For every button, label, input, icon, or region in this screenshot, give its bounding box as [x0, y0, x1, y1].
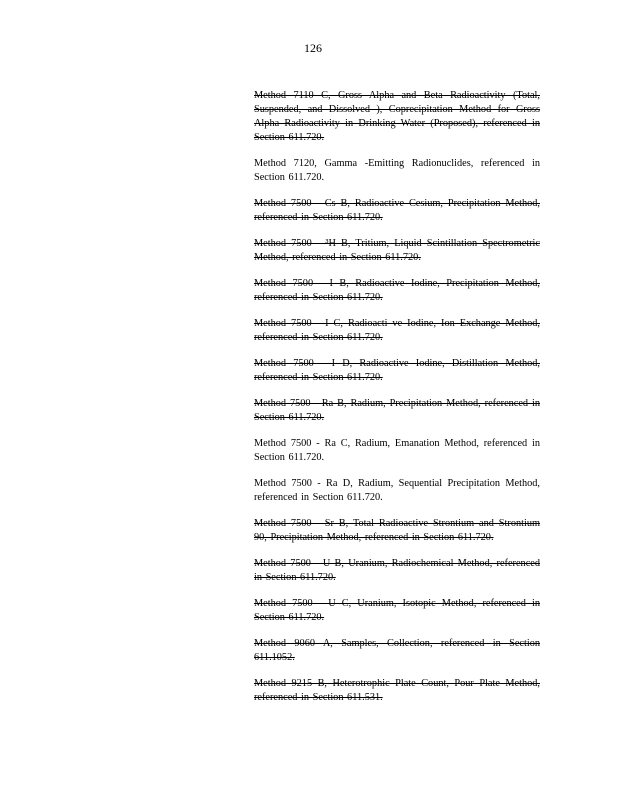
entry-method-7500-3h-b: Method 7500 - ³H B, Tritium, Liquid Scintillation Spectrometric Method, referenced in Section 611.720. — [254, 238, 540, 263]
entry-method-7110-c: Method 7110 C, Gross Alpha and Beta Radioactivity (Total, Suspended, and Dissolved ), Coprecipitation Method for Gross Alpha Radioactivity in Drinking Water (Proposed), referenced in Section 611.720. — [254, 90, 540, 143]
entry-method-7500-cs-b: Method 7500 - Cs B, Radioactive Cesium, Precipitation Method, referenced in Section 611.720. — [254, 198, 540, 223]
entry-method-7500-ra-d: Method 7500 - Ra D, Radium, Sequential Precipitation Method, referenced in Section 611.720. — [254, 478, 540, 503]
entry-method-9215-b: Method 9215 B, Heterotrophic Plate Count, Pour Plate Method, referenced in Section 611.531. — [254, 678, 540, 703]
page-number: 126 — [304, 41, 322, 55]
entry-method-7500-ra-c: Method 7500 - Ra C, Radium, Emanation Method, referenced in Section 611.720. — [254, 438, 540, 463]
entry-method-7500-u-c: Method 7500 - U C, Uranium, Isotopic Method, referenced in Section 611.720. — [254, 598, 540, 623]
method-entries-list — [254, 89, 540, 717]
entry-method-7500-u-b: Method 7500 - U B, Uranium, Radiochemical Method, referenced in Section 611.720. — [254, 558, 540, 583]
entry-method-9060-a: Method 9060 A, Samples, Collection, referenced in Section 611.1052. — [254, 638, 540, 663]
entry-method-7500-ra-b: Method 7500 - Ra B, Radium, Precipitation Method, referenced in Section 611.720. — [254, 398, 540, 423]
entry-method-7500-i-d: Method 7500 - I D, Radioactive Iodine, Distillation Method, referenced in Section 611.720. — [254, 358, 540, 383]
entry-method-7500-i-c: Method 7500 - I C, Radioacti ve Iodine, Ion Exchange Method, referenced in Section 611.720. — [254, 318, 540, 343]
entry-method-7120: Method 7120, Gamma -Emitting Radionuclides, referenced in Section 611.720. — [254, 158, 540, 183]
entry-method-7500-sr-b: Method 7500 - Sr B, Total Radioactive Strontium and Strontium 90, Precipitation Method, referenced in Section 611.720. — [254, 518, 540, 543]
entry-method-7500-i-b: Method 7500 - I B, Radioactive Iodine, Precipitation Method, referenced in Section 611.720. — [254, 278, 540, 303]
